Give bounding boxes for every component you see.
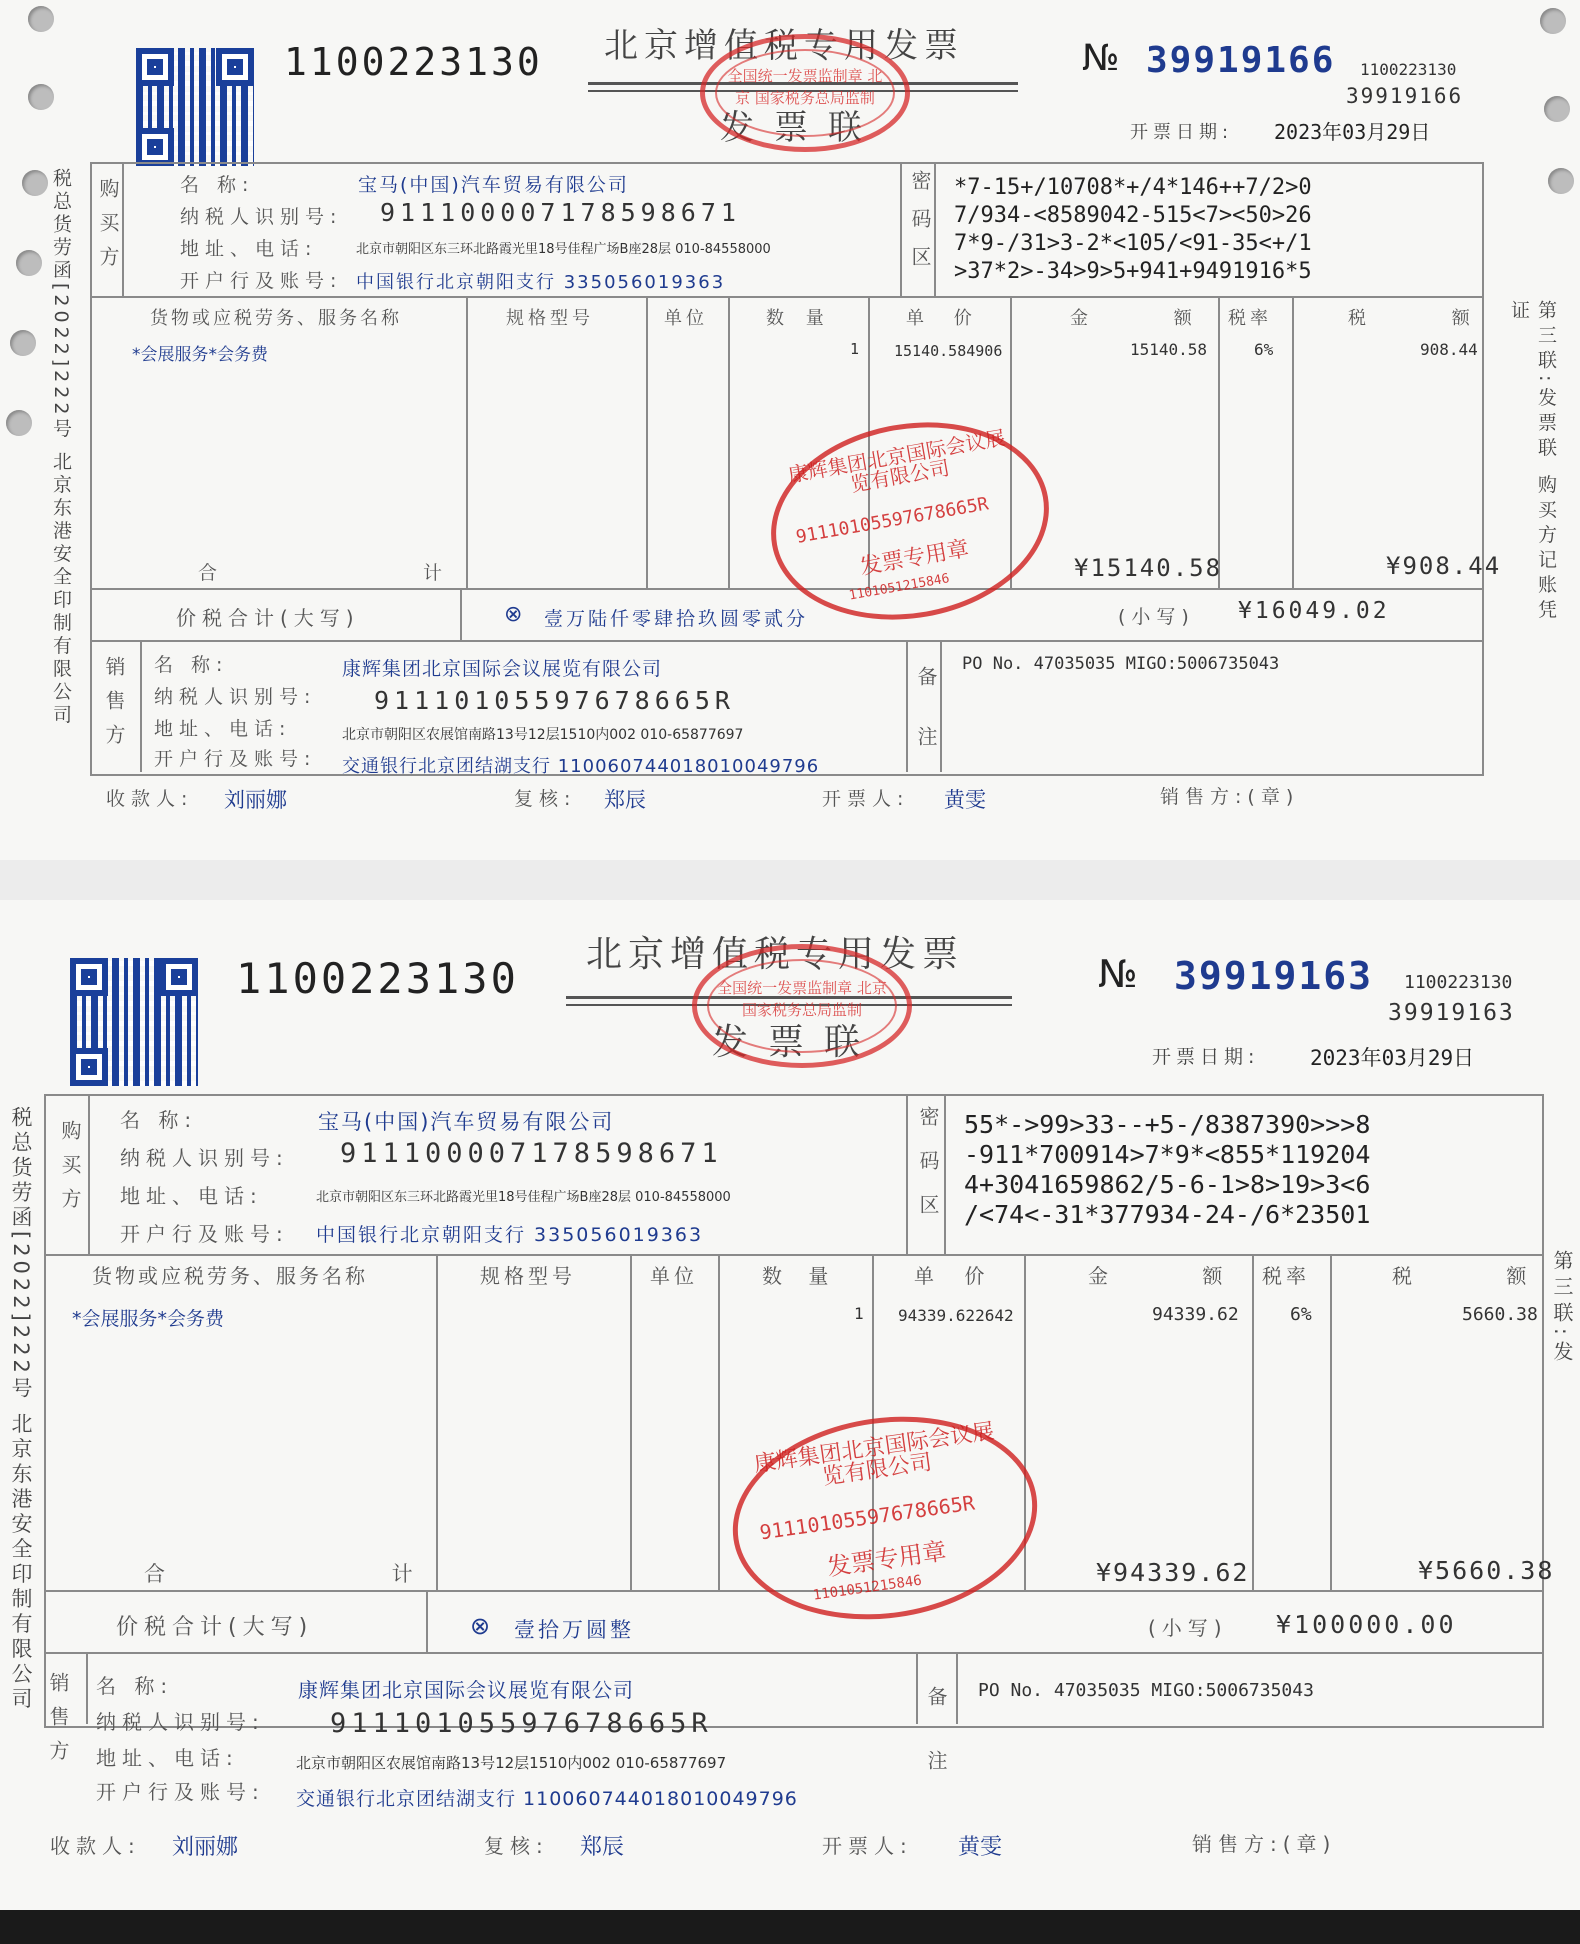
header-spec: 规格型号 bbox=[480, 1264, 576, 1288]
copy-side-note: 第三联:发 bbox=[1550, 1250, 1574, 1367]
header-unit: 单位 bbox=[650, 1264, 698, 1288]
number-symbol: № bbox=[1098, 952, 1138, 996]
reviewer-name: 郑辰 bbox=[604, 788, 646, 812]
buyer-name-label: 名 称: bbox=[120, 1108, 198, 1132]
total-amount: ¥15140.58 bbox=[1074, 554, 1223, 582]
copy-label: 发票联 bbox=[712, 1022, 881, 1063]
buyer-section-label: 购买方 bbox=[58, 1120, 82, 1222]
bottom-edge bbox=[0, 1910, 1580, 1944]
line-amount: 15140.58 bbox=[1130, 340, 1208, 359]
invoice-code: 1100223130 bbox=[284, 40, 543, 84]
invoice-code: 1100223130 bbox=[236, 954, 519, 1003]
buyer-name-label: 名 称: bbox=[180, 174, 255, 196]
company-invoice-seal: 康辉集团北京国际会议展览有限公司 91110105597678665R 发票专用章 1101051215846 bbox=[755, 401, 1064, 641]
line-tax: 908.44 bbox=[1420, 340, 1478, 359]
buyer-tax-label: 纳税人识别号: bbox=[120, 1146, 289, 1170]
buyer-bank-label: 开户行及账号: bbox=[120, 1222, 289, 1246]
buyer-bank: 中国银行北京朝阳支行 335056019363 bbox=[316, 1224, 704, 1246]
cipher-label: 密码区 bbox=[908, 170, 932, 284]
header-unit: 单位 bbox=[664, 308, 708, 329]
line-rate: 6% bbox=[1290, 1304, 1312, 1325]
page-gap bbox=[0, 860, 1580, 900]
seller-bank: 交通银行北京团结湖支行 110060744018010049796 bbox=[342, 756, 820, 777]
buyer-tax-id: 911100007178598671 bbox=[380, 198, 741, 227]
payee-name: 刘丽娜 bbox=[224, 788, 287, 812]
invoice-date: 2023年03月29日 bbox=[1310, 1046, 1475, 1070]
seller-seal-label: 销售方:(章) bbox=[1192, 1832, 1337, 1856]
header-rate: 税率 bbox=[1262, 1264, 1310, 1288]
small-number: 39919166 bbox=[1346, 84, 1464, 108]
header-spec: 规格型号 bbox=[506, 308, 594, 329]
invoice-2 bbox=[0, 900, 1580, 1910]
cipher-line: 7*9-/31>3-2*<105/<91-35<+/1 bbox=[954, 231, 1312, 256]
line-amount: 94339.62 bbox=[1152, 1304, 1239, 1325]
buyer-name: 宝马(中国)汽车贸易有限公司 bbox=[358, 174, 629, 196]
issuer-name: 黄雯 bbox=[944, 788, 986, 812]
tractor-hole bbox=[1548, 168, 1574, 194]
seller-seal-label: 销售方:(章) bbox=[1160, 786, 1300, 808]
small-write-label: (小写) bbox=[1118, 606, 1195, 628]
buyer-address-label: 地址、电话: bbox=[180, 238, 318, 260]
buyer-address: 北京市朝阳区东三环北路霞光里18号佳程广场B座28层 010-84558000 bbox=[356, 242, 771, 257]
tractor-hole bbox=[28, 84, 54, 110]
issuer-label: 开票人: bbox=[822, 788, 910, 810]
small-code: 1100223130 bbox=[1360, 60, 1457, 79]
sum-in-words: 壹万陆仟零肆拾玖圆零贰分 bbox=[544, 608, 809, 630]
tractor-hole bbox=[22, 170, 48, 196]
tractor-hole bbox=[16, 250, 42, 276]
buyer-section-label: 购买方 bbox=[96, 178, 120, 280]
invoice-title: 北京增值税专用发票 bbox=[604, 26, 964, 66]
buyer-name: 宝马(中国)汽车贸易有限公司 bbox=[318, 1110, 615, 1134]
tractor-hole bbox=[28, 6, 54, 32]
seller-address-label: 地址、电话: bbox=[96, 1746, 239, 1770]
payee-label: 收款人: bbox=[106, 788, 194, 810]
remark-label: 备注 bbox=[924, 1686, 948, 1814]
buyer-tax-id: 911100007178598671 bbox=[340, 1138, 723, 1169]
seller-tax-id: 91110105597678665R bbox=[374, 686, 735, 715]
header-qty: 数 量 bbox=[766, 308, 832, 329]
copy-label: 发票联 bbox=[720, 108, 882, 148]
line-price: 15140.584906 bbox=[894, 342, 1003, 360]
invoice-number: 39919163 bbox=[1174, 954, 1374, 998]
seller-address: 北京市朝阳区农展馆南路13号12层1510内002 010-65877697 bbox=[342, 727, 744, 743]
header-item: 货物或应税劳务、服务名称 bbox=[150, 308, 402, 329]
buyer-address-label: 地址、电话: bbox=[120, 1184, 263, 1208]
seller-bank-label: 开户行及账号: bbox=[154, 748, 317, 770]
seller-address: 北京市朝阳区农展馆南路13号12层1510内002 010-65877697 bbox=[296, 1754, 727, 1772]
tax-bureau-seal: 全国统一发票监制章 北京 国家税务总局监制 bbox=[692, 944, 912, 1068]
small-write-label: (小写) bbox=[1148, 1616, 1228, 1640]
cipher-line: *7-15+/10708*+/4*146++7/2>0 bbox=[954, 175, 1312, 200]
review-label: 复核: bbox=[484, 1834, 549, 1858]
sum-number: ¥16049.02 bbox=[1238, 598, 1390, 624]
cipher-label: 密码区 bbox=[916, 1106, 940, 1238]
sum-circle-icon: ⊗ bbox=[504, 602, 523, 627]
line-qty: 1 bbox=[854, 1304, 864, 1323]
cipher-line: /<74<-31*377934-24-/6*23501 bbox=[964, 1200, 1371, 1229]
seller-bank: 交通银行北京团结湖支行 110060744018010049796 bbox=[296, 1788, 798, 1810]
qr-code-icon bbox=[136, 48, 254, 166]
total-label: 合 计 bbox=[198, 562, 543, 584]
cipher-line: 7/934-<8589042-515<7><50>26 bbox=[954, 203, 1312, 228]
seller-section-label: 销售方 bbox=[102, 656, 126, 758]
company-invoice-seal: 康辉集团北京国际会议展览有限公司 91110105597678665R 发票专用章 1101051215846 bbox=[720, 1398, 1051, 1639]
seller-bank-label: 开户行及账号: bbox=[96, 1780, 265, 1804]
number-symbol: № bbox=[1082, 38, 1120, 79]
seller-name: 康辉集团北京国际会议展览有限公司 bbox=[298, 1678, 634, 1702]
line-rate: 6% bbox=[1254, 340, 1274, 359]
printer-note: 税总货劳函[2022]222号 北京东港安全印制有限公司 bbox=[50, 168, 72, 728]
header-item: 货物或应税劳务、服务名称 bbox=[92, 1264, 368, 1288]
line-item-name: *会展服务*会务费 bbox=[132, 345, 268, 365]
header-tax: 税 额 bbox=[1348, 308, 1510, 329]
line-item-name: *会展服务*会务费 bbox=[72, 1308, 225, 1330]
remark-label: 备注 bbox=[914, 666, 938, 786]
header-rate: 税率 bbox=[1228, 308, 1272, 329]
seller-section-label: 销售方 bbox=[46, 1672, 70, 1774]
sum-label: 价税合计(大写) bbox=[176, 606, 360, 630]
tractor-hole bbox=[1544, 96, 1570, 122]
seller-address-label: 地址、电话: bbox=[154, 718, 292, 740]
date-label: 开票日期: bbox=[1152, 1046, 1260, 1068]
tax-bureau-seal: 全国统一发票监制章 北京 国家税务总局监制 bbox=[700, 34, 910, 152]
issuer-name: 黄雯 bbox=[958, 1835, 1003, 1860]
invoice-number: 39919166 bbox=[1146, 40, 1336, 81]
issuer-label: 开票人: bbox=[822, 1834, 913, 1858]
seller-name-label: 名 称: bbox=[96, 1674, 174, 1698]
buyer-address: 北京市朝阳区东三环北路霞光里18号佳程广场B座28层 010-84558000 bbox=[316, 1190, 731, 1205]
header-price: 单 价 bbox=[914, 1264, 997, 1288]
tractor-hole bbox=[10, 330, 36, 356]
seller-tax-id: 91110105597678665R bbox=[330, 1708, 713, 1739]
qr-code-icon bbox=[70, 958, 198, 1086]
cipher-line: 55*->99>33--+5-/8387390>>>8 bbox=[964, 1110, 1371, 1139]
sum-circle-icon: ⊗ bbox=[470, 1612, 491, 1640]
line-price: 94339.622642 bbox=[898, 1306, 1014, 1325]
payee-name: 刘丽娜 bbox=[172, 1835, 239, 1860]
sum-label: 价税合计(大写) bbox=[116, 1615, 314, 1640]
total-tax: ¥908.44 bbox=[1386, 552, 1502, 580]
buyer-tax-label: 纳税人识别号: bbox=[180, 206, 343, 228]
line-qty: 1 bbox=[850, 340, 860, 358]
copy-side-note: 第三联:发票联 购买方记账凭证 bbox=[1508, 300, 1557, 625]
total-tax: ¥5660.38 bbox=[1418, 1556, 1555, 1585]
reviewer-name: 郑辰 bbox=[580, 1835, 625, 1860]
invoice-1 bbox=[0, 0, 1580, 860]
header-tax: 税 额 bbox=[1392, 1264, 1571, 1288]
review-label: 复核: bbox=[514, 788, 577, 810]
invoice-title: 北京增值税专用发票 bbox=[586, 934, 965, 975]
invoice-date: 2023年03月29日 bbox=[1274, 120, 1431, 144]
cipher-line: >37*2>-34>9>5+941+9491916*5 bbox=[954, 259, 1312, 284]
cipher-line: 4+3041659862/5-6-1>8>19>3<6 bbox=[964, 1170, 1371, 1199]
small-number: 39919163 bbox=[1388, 1000, 1515, 1026]
line-tax: 5660.38 bbox=[1462, 1304, 1538, 1325]
header-qty: 数 量 bbox=[762, 1264, 839, 1288]
small-code: 1100223130 bbox=[1404, 972, 1513, 993]
total-amount: ¥94339.62 bbox=[1096, 1558, 1250, 1587]
sum-in-words: 壹拾万圆整 bbox=[514, 1618, 634, 1642]
buyer-bank: 中国银行北京朝阳支行 335056019363 bbox=[356, 272, 726, 293]
seller-tax-label: 纳税人识别号: bbox=[96, 1710, 265, 1734]
remark-text: PO No. 47035035 MIGO:5006735043 bbox=[962, 654, 1280, 674]
header-amount: 金 额 bbox=[1088, 1264, 1267, 1288]
tractor-hole bbox=[6, 410, 32, 436]
sum-number: ¥100000.00 bbox=[1276, 1610, 1457, 1639]
remark-text: PO No. 47035035 MIGO:5006735043 bbox=[978, 1680, 1314, 1701]
total-label: 合 计 bbox=[144, 1562, 523, 1586]
tractor-hole bbox=[1540, 8, 1566, 34]
seller-name: 康辉集团北京国际会议展览有限公司 bbox=[342, 658, 663, 680]
header-amount: 金 额 bbox=[1070, 308, 1232, 329]
date-label: 开票日期: bbox=[1130, 122, 1234, 143]
cipher-line: -911*700914>7*9*<855*119204 bbox=[964, 1140, 1371, 1169]
seller-name-label: 名 称: bbox=[154, 654, 229, 676]
header-price: 单 价 bbox=[906, 308, 984, 329]
seller-tax-label: 纳税人识别号: bbox=[154, 686, 317, 708]
buyer-bank-label: 开户行及账号: bbox=[180, 270, 343, 292]
printer-note: 税总货劳函[2022]222号 北京东港安全印制有限公司 bbox=[9, 1106, 33, 1713]
payee-label: 收款人: bbox=[50, 1834, 141, 1858]
